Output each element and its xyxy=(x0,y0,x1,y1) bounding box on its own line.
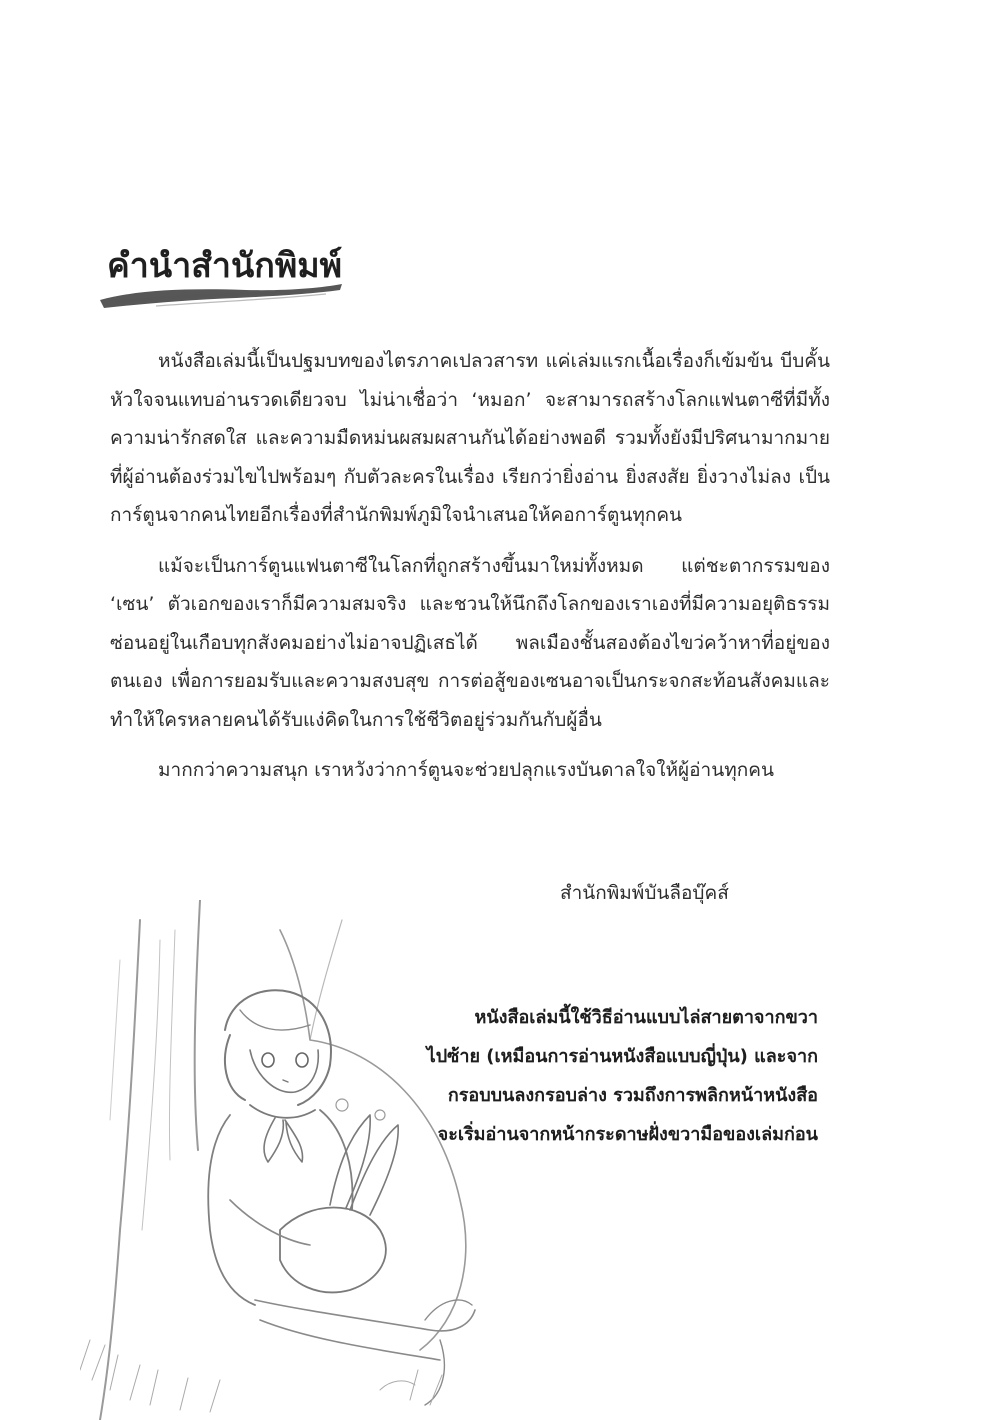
note-line-2: ไปซ้าย (เหมือนการอ่านหนังสือแบบญี่ปุ่น) และจาก xyxy=(426,1046,818,1067)
brush-stroke-underline xyxy=(96,278,346,312)
note-line-4: จะเริ่มอ่านจากหน้ากระดาษฝั่งขวามือของเล่มก่อน xyxy=(437,1124,818,1145)
paragraph-1: หนังสือเล่มนี้เป็นปฐมบทของไตรภาคเปลวสารท แค่เล่มแรกเนื้อเรื่องก็เข้มข้น บีบคั้นหัวใจจนแทบอ่านรวดเดียวจบ ไม่น่าเชื่อว่า ‘หมอก’ จะสามารถสร้างโลกแฟนตาซีที่มีทั้งความน่ารักสดใส และความมืดหม่นผสมผสานกันได้อย่างพอดี รวมทั้งยังมีปริศนามากมายที่ผู้อ่านต้องร่วมไขไปพร้อมๆ กับตัวละครในเรื่อง เรียกว่ายิ่งอ่าน ยิ่งสงสัย ยิ่งวางไม่ลง เป็นการ์ตูนจากคนไทยอีกเรื่องที่สำนักพิมพ์ภูมิใจนำเสนอให้คอการ์ตูนทุกคน xyxy=(110,350,830,526)
page-title: คำนำสำนักพิมพ์ xyxy=(107,246,343,286)
preface-body xyxy=(110,342,830,790)
paragraph-3: มากกว่าความสนุก เราหวังว่าการ์ตูนจะช่วยปลุกแรงบันดาลใจให้ผู้อ่านทุกคน xyxy=(158,759,774,781)
girl-with-rabbit-sketch xyxy=(80,900,540,1420)
publisher-signature: สำนักพิมพ์บันลือบุ๊คส์ xyxy=(560,882,729,904)
reading-direction-note xyxy=(388,998,818,1154)
note-line-3: กรอบบนลงกรอบล่าง รวมถึงการพลิกหน้าหนังสือ xyxy=(447,1085,818,1106)
paragraph-2: แม้จะเป็นการ์ตูนแฟนตาซีในโลกที่ถูกสร้างขึ้นมาใหม่ทั้งหมด แต่ชะตากรรมของ ‘เซน’ ตัวเอกของเราก็มีความสมจริง และชวนให้นึกถึงโลกของเราเองที่มีความอยุติธรรมซ่อนอยู่ในเกือบทุกสังคมอย่างไม่อาจปฏิเสธได้ พลเมืองชั้นสองต้องไขว่คว้าหาที่อยู่ของตนเอง เพื่อการยอมรับและความสงบสุข การต่อสู้ของเซนอาจเป็นกระจกสะท้อนสังคมและทำให้ใครหลายคนได้รับแง่คิดในการใช้ชีวิตอยู่ร่วมกันกับผู้อื่น xyxy=(110,554,830,731)
note-line-1: หนังสือเล่มนี้ใช้วิธีอ่านแบบไล่สายตาจากขวา xyxy=(474,1007,818,1028)
